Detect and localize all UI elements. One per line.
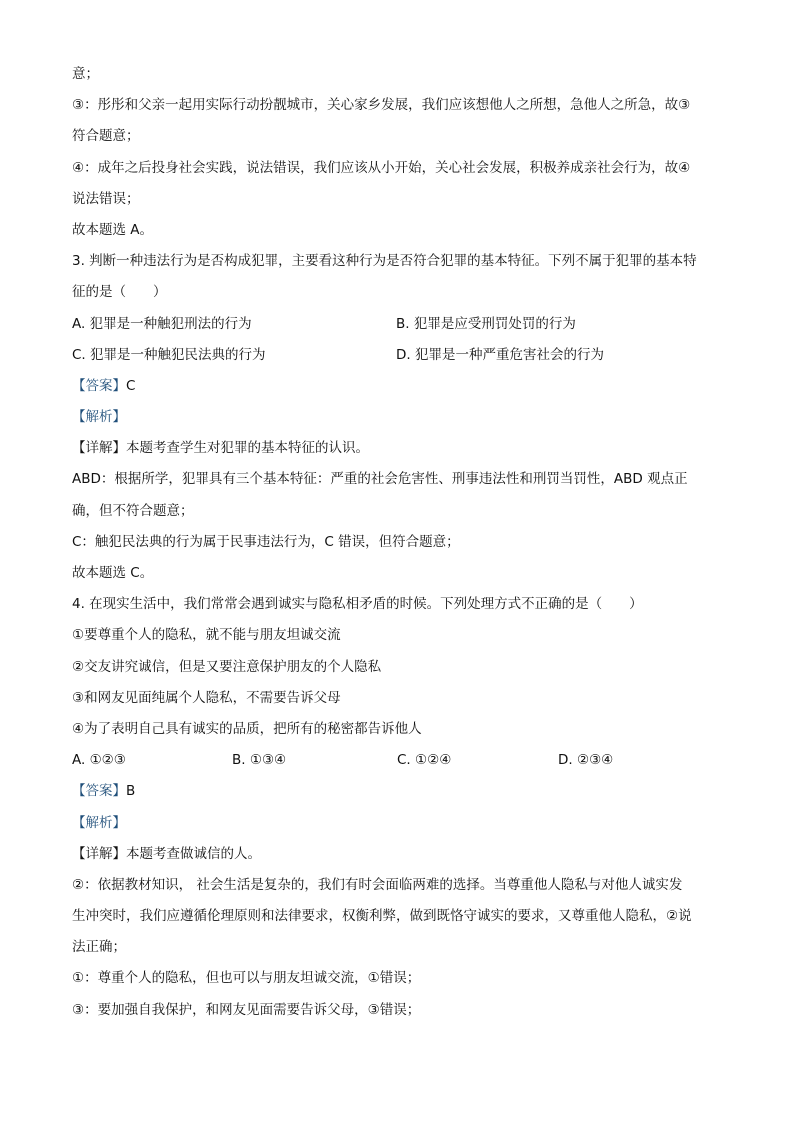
options-row [72, 750, 728, 781]
text-line: C：触犯民法典的行为属于民事违法行为，C 错误，但符合题意； [72, 533, 460, 550]
text-line: ④：成年之后投身社会实践，说法错误，我们应该从小开始，关心社会发展，积极养成亲社会行为，故④ [72, 159, 691, 176]
text-line: ④为了表明自己具有诚实的品质，把所有的秘密都告诉他人 [72, 720, 422, 737]
choice-option: B. ①③④ [232, 752, 287, 769]
text-line: 3. 判断一种违法行为是否构成犯罪，主要看这种行为是否符合犯罪的基本特征。下列不属于犯罪的基本特 [72, 253, 697, 270]
text-line: ③：彤彤和父亲一起用实际行动扮靓城市，关心家乡发展，我们应该想他人之所想，急他人之所急，故③ [72, 97, 691, 114]
text-line: 4. 在现实生活中，我们常常会遇到诚实与隐私相矛盾的时候。下列处理方式不正确的是（ ） [72, 596, 643, 613]
analysis-heading [72, 407, 728, 438]
text-line: 确，但不符合题意； [72, 502, 194, 519]
choice-option: A. ①②③ [72, 752, 126, 769]
text-line: ②：依据教材知识， 社会生活是复杂的，我们有时会面临两难的选择。当尊重他人隐私与对他人诚实发 [72, 876, 683, 893]
section-tag: 【答案】 [72, 783, 126, 800]
choice-option: B. 犯罪是应受刑罚处罚的行为 [396, 315, 576, 332]
choice-option: A. 犯罪是一种触犯刑法的行为 [72, 315, 252, 332]
text-line: 符合题意； [72, 128, 140, 145]
section-tag: 【答案】 [72, 377, 126, 394]
text-line: 法正确； [72, 939, 126, 956]
text-line: ①：尊重个人的隐私，但也可以与朋友坦诚交流，①错误； [72, 970, 421, 987]
document-page [72, 64, 728, 1031]
text-line: 生冲突时，我们应遵循伦理原则和法律要求，权衡利弊，做到既恪守诚实的要求，又尊重他人隐私，②说 [72, 908, 692, 925]
text-line: ABD：根据所学，犯罪具有三个基本特征：严重的社会危害性、刑事违法性和刑罚当罚性，ABD 观点正 [72, 471, 688, 488]
text-line: 意； [72, 66, 99, 82]
section-tag: 【解析】 [72, 409, 126, 426]
choice-option: C. 犯罪是一种触犯民法典的行为 [72, 346, 266, 363]
section-tag: 【解析】 [72, 814, 126, 831]
choice-option: D. ②③④ [558, 752, 614, 769]
choice-option: C. ①②④ [397, 752, 452, 769]
answer-value: C [126, 377, 136, 394]
text-line: ②交友讲究诚信，但是又要注意保护朋友的个人隐私 [72, 658, 382, 675]
answer-line [72, 781, 728, 812]
text-line: 说法错误； [72, 190, 140, 207]
text-line: ①要尊重个人的隐私，就不能与朋友坦诚交流 [72, 627, 341, 644]
analysis-heading [72, 813, 728, 844]
text-line: 【详解】本题考查做诚信的人。 [72, 845, 261, 862]
choice-option: D. 犯罪是一种严重危害社会的行为 [396, 346, 604, 363]
text-line: 故本题选 C。 [72, 565, 154, 581]
text-line: 故本题选 A。 [72, 221, 154, 238]
text-line: 【详解】本题考查学生对犯罪的基本特征的认识。 [72, 440, 369, 457]
options-row [72, 314, 728, 345]
text-line: 征的是（ ） [72, 284, 167, 301]
options-row [72, 345, 728, 376]
text-line: ③和网友见面纯属个人隐私，不需要告诉父母 [72, 689, 341, 706]
answer-line [72, 376, 728, 407]
answer-value: B [126, 783, 136, 800]
text-line: ③：要加强自我保护，和网友见面需要告诉父母，③错误； [72, 1001, 421, 1018]
